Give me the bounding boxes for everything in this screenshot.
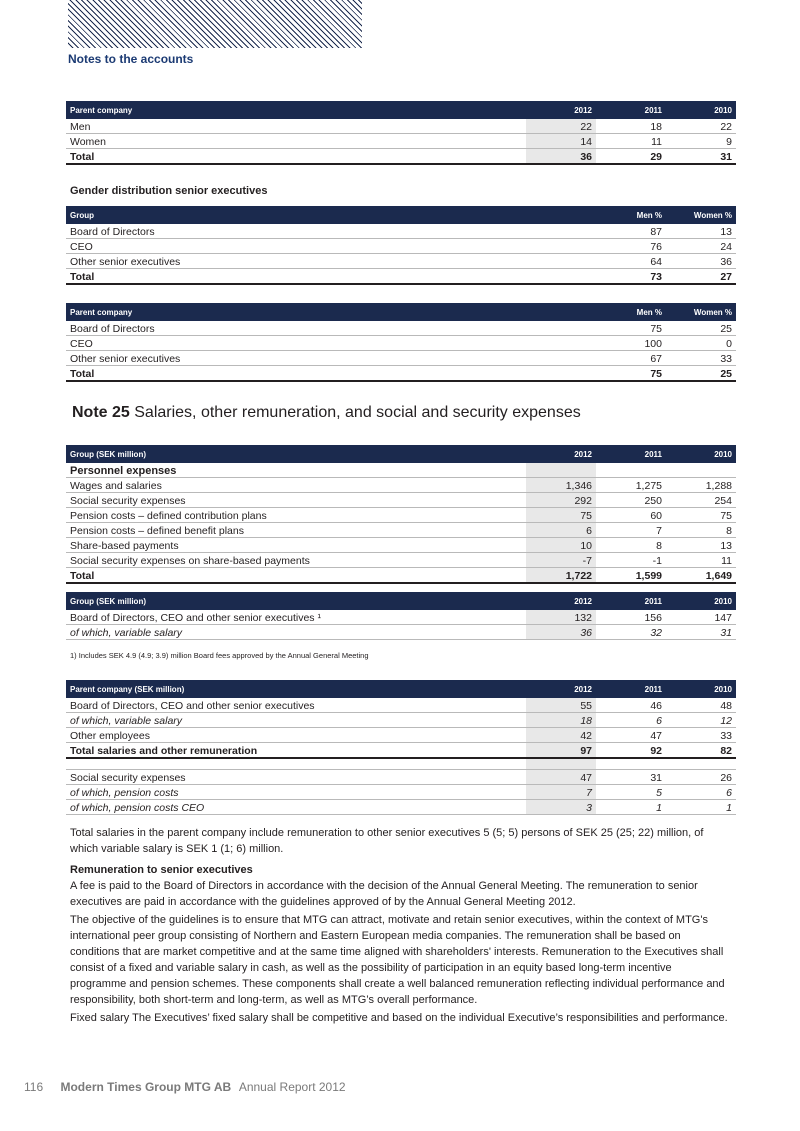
value-2010: 6: [726, 787, 732, 799]
value-2011: 1,275: [635, 480, 662, 492]
value-2011: 29: [650, 151, 662, 163]
table-row: [66, 785, 736, 800]
footnote: 1) Includes SEK 4.9 (4.9; 3.9) million Board fees approved by the Annual General Meeting: [70, 651, 369, 660]
value-men: 67: [650, 353, 662, 365]
value-2012: [526, 759, 596, 769]
total-row: [66, 269, 736, 285]
value-men: 76: [650, 241, 662, 253]
value-2012: -7: [526, 553, 596, 567]
value-2012: 97: [526, 743, 596, 757]
header-2011: 2011: [644, 596, 662, 606]
value-2010: 12: [720, 715, 732, 727]
row-label: Total: [70, 570, 95, 582]
value-2010: 33: [720, 730, 732, 742]
table-row: [66, 351, 736, 366]
value-men: 64: [650, 256, 662, 268]
value-2012: 47: [526, 770, 596, 784]
value-2011: 31: [650, 772, 662, 784]
remuneration-heading: Remuneration to senior executives: [70, 864, 253, 876]
value-men: 87: [650, 226, 662, 238]
table-row: [66, 134, 736, 149]
total-row: [66, 149, 736, 165]
row-label: CEO: [70, 338, 93, 350]
row-label: Total: [70, 368, 95, 380]
value-2012: 18: [526, 713, 596, 727]
header-2010: 2010: [714, 684, 732, 694]
value-2012: 132: [526, 610, 596, 624]
table-row: [66, 553, 736, 568]
value-women: 27: [720, 271, 732, 283]
table-subheader: [66, 463, 736, 478]
header-2012: 2012: [574, 105, 592, 115]
paragraph-total-salaries: Total salaries in the parent company include remuneration to other senior executives 5 (5; 5) persons of SEK 25 (25; 22) million, of which variable salary is SEK 1 (1; 6) million.: [70, 827, 704, 855]
value-women: 36: [720, 256, 732, 268]
group-gender-distribution-table: [66, 206, 736, 285]
value-2010: 8: [726, 525, 732, 537]
header-2012: 2012: [574, 684, 592, 694]
value-women: 0: [726, 338, 732, 350]
header-label: Group (SEK million): [70, 596, 146, 606]
value-2012: 42: [526, 728, 596, 742]
total-row: [66, 366, 736, 382]
row-label: Total salaries and other remuneration: [70, 745, 258, 757]
value-2011: 60: [650, 510, 662, 522]
value-men: 75: [650, 323, 662, 335]
row-label: Total: [70, 151, 95, 163]
value-2010: 147: [714, 612, 732, 624]
header-2011: 2011: [644, 105, 662, 115]
row-label: of which, pension costs: [70, 787, 179, 799]
row-label: Wages and salaries: [70, 480, 162, 492]
header-women: Women %: [693, 210, 732, 220]
value-women: 25: [720, 323, 732, 335]
row-label: Women: [70, 136, 106, 148]
section-title: Notes to the accounts: [68, 52, 194, 66]
value-2011: 1: [656, 802, 662, 814]
table-header: [66, 445, 736, 463]
table-row: [66, 523, 736, 538]
value-2011: 7: [656, 525, 662, 537]
row-label: Board of Directors, CEO and other senior executives ¹: [70, 612, 321, 624]
table-row: [66, 239, 736, 254]
header-men: Men %: [636, 210, 662, 220]
table-row: [66, 625, 736, 640]
row-label: of which, pension costs CEO: [70, 802, 205, 814]
parent-gender-distribution-table: [66, 303, 736, 382]
value-2011: 6: [656, 715, 662, 727]
value-2011: 156: [644, 612, 662, 624]
value-2010: 82: [720, 745, 732, 757]
value-women: 24: [720, 241, 732, 253]
value-2011: 92: [650, 745, 662, 757]
page-number: 116: [24, 1080, 44, 1094]
table-row: [66, 254, 736, 269]
table-row: [66, 508, 736, 523]
value-men: 100: [644, 338, 662, 350]
value-2010: 1,288: [705, 480, 732, 492]
value-women: 25: [720, 368, 732, 380]
header-label: Group: [70, 210, 94, 220]
value-2010: 1,649: [705, 570, 732, 582]
paragraph-board-fee: A fee is paid to the Board of Directors in accordance with the decision of the Annual General Meeting. The remuneration to senior executives are paid in accordance with the guidelines approved of by the Annual General Meeting 2012.: [70, 880, 698, 908]
header-label: Parent company: [70, 307, 133, 317]
header-women: Women %: [693, 307, 732, 317]
table-header: [66, 680, 736, 698]
row-label: Social security expenses: [70, 495, 186, 507]
value-men: 75: [650, 368, 662, 380]
row-label: Board of Directors: [70, 226, 155, 238]
row-label: Pension costs – defined benefit plans: [70, 525, 244, 537]
value-2012: 22: [526, 119, 596, 133]
row-label: Other senior executives: [70, 353, 181, 365]
header-2012: 2012: [574, 449, 592, 459]
table-row: [66, 538, 736, 553]
value-2012: 7: [526, 785, 596, 799]
note-heading: Salaries, other remuneration, and social and security expenses: [134, 404, 581, 421]
row-label: Share-based payments: [70, 540, 179, 552]
parent-remuneration-table: [66, 680, 736, 815]
value-2012: 292: [526, 493, 596, 507]
table-row: [66, 698, 736, 713]
value-2011: -1: [652, 555, 662, 567]
total-row: [66, 568, 736, 584]
table-row: [66, 321, 736, 336]
row-label: Other employees: [70, 730, 150, 742]
company-name: Modern Times Group MTG AB: [60, 1080, 232, 1094]
subheader-label: Personnel expenses: [70, 465, 177, 477]
value-2011: 18: [650, 121, 662, 133]
value-2010: 254: [714, 495, 732, 507]
value-2010: 13: [720, 540, 732, 552]
table-header: [66, 303, 736, 321]
header-2012: 2012: [574, 596, 592, 606]
row-label: Social security expenses: [70, 772, 186, 784]
value-2010: 48: [720, 700, 732, 712]
value-2012: [526, 463, 596, 477]
row-label: Other senior executives: [70, 256, 181, 268]
table-row: [66, 728, 736, 743]
value-2010: 1: [726, 802, 732, 814]
table-row: [66, 478, 736, 493]
value-2012: 36: [526, 625, 596, 639]
value-2012: 1,722: [526, 568, 596, 582]
value-2011: 47: [650, 730, 662, 742]
value-2010: 31: [720, 151, 732, 163]
row-label: Board of Directors: [70, 323, 155, 335]
row-label: of which, variable salary: [70, 715, 183, 727]
paragraph-guidelines: The objective of the guidelines is to ensure that MTG can attract, motivate and retain senior executives, within the context of MTG's international peer group consisting of Northern and Eastern European media companies. The remuneration shall be based on conditions that are market competitive and at the same time aligned with shareholders' interests. Remuneration to the Executives shall consist of a fixed and variable salary in cash, as well as the possibility of participation in an equity based long-term incentive programme and pension schemes. These components shall create a well balanced remuneration reflecting individual performance and responsibility, both short-term and long-term, as well as MTG’s overall performance.: [70, 914, 725, 1006]
row-label: Men: [70, 121, 91, 133]
note-number: Note 25: [72, 404, 130, 421]
row-label: of which, variable salary: [70, 627, 183, 639]
value-men: 73: [650, 271, 662, 283]
value-2012: 75: [526, 508, 596, 522]
value-2012: 14: [526, 134, 596, 148]
header-label: Group (SEK million): [70, 449, 146, 459]
value-women: 33: [720, 353, 732, 365]
value-2010: 75: [720, 510, 732, 522]
parent-company-gender-table: [66, 101, 736, 165]
group-executives-table: [66, 592, 736, 640]
header-hatch-pattern: [68, 0, 362, 48]
row-label: Board of Directors, CEO and other senior executives: [70, 700, 315, 712]
value-2010: 9: [726, 136, 732, 148]
value-2011: 250: [644, 495, 662, 507]
table-row: [66, 119, 736, 134]
value-women: 13: [720, 226, 732, 238]
table-row: [66, 224, 736, 239]
value-2011: 5: [656, 787, 662, 799]
value-2012: 10: [526, 538, 596, 552]
table-row: [66, 800, 736, 815]
value-2010: 31: [720, 627, 732, 639]
table-row: [66, 493, 736, 508]
header-2010: 2010: [714, 596, 732, 606]
header-2010: 2010: [714, 105, 732, 115]
header-label: Parent company (SEK million): [70, 684, 185, 694]
value-2012: 6: [526, 523, 596, 537]
value-2011: 8: [656, 540, 662, 552]
table-header: [66, 592, 736, 610]
value-2012: 36: [526, 149, 596, 163]
table-row: [66, 336, 736, 351]
note-title: [72, 404, 581, 422]
value-2011: 46: [650, 700, 662, 712]
table-row: [66, 610, 736, 625]
page-footer: [24, 1080, 346, 1094]
header-men: Men %: [636, 307, 662, 317]
row-label: Pension costs – defined contribution plans: [70, 510, 267, 522]
row-label: Total: [70, 271, 95, 283]
value-2010: 26: [720, 772, 732, 784]
value-2012: 1,346: [526, 478, 596, 492]
header-2010: 2010: [714, 449, 732, 459]
report-name: Annual Report 2012: [238, 1080, 346, 1094]
value-2012: 3: [526, 800, 596, 814]
spacer-row: [66, 759, 736, 770]
value-2010: 11: [721, 555, 732, 567]
total-row: [66, 743, 736, 759]
header-2011: 2011: [644, 449, 662, 459]
value-2010: 22: [720, 121, 732, 133]
table-header: [66, 101, 736, 119]
row-label: Social security expenses on share-based payments: [70, 555, 310, 567]
value-2011: 1,599: [635, 570, 662, 582]
gender-distribution-heading: Gender distribution senior executives: [70, 185, 268, 197]
table-row: [66, 770, 736, 785]
paragraph-fixed-salary: Fixed salary The Executives’ fixed salary shall be competitive and based on the individual Executive’s responsibilities and performance.: [70, 1012, 728, 1024]
table-row: [66, 713, 736, 728]
row-label: CEO: [70, 241, 93, 253]
personnel-expenses-table: [66, 445, 736, 584]
header-label: Parent company: [70, 105, 133, 115]
value-2012: 55: [526, 698, 596, 712]
value-2011: 11: [651, 136, 662, 148]
table-header: [66, 206, 736, 224]
value-2011: 32: [650, 627, 662, 639]
header-2011: 2011: [644, 684, 662, 694]
